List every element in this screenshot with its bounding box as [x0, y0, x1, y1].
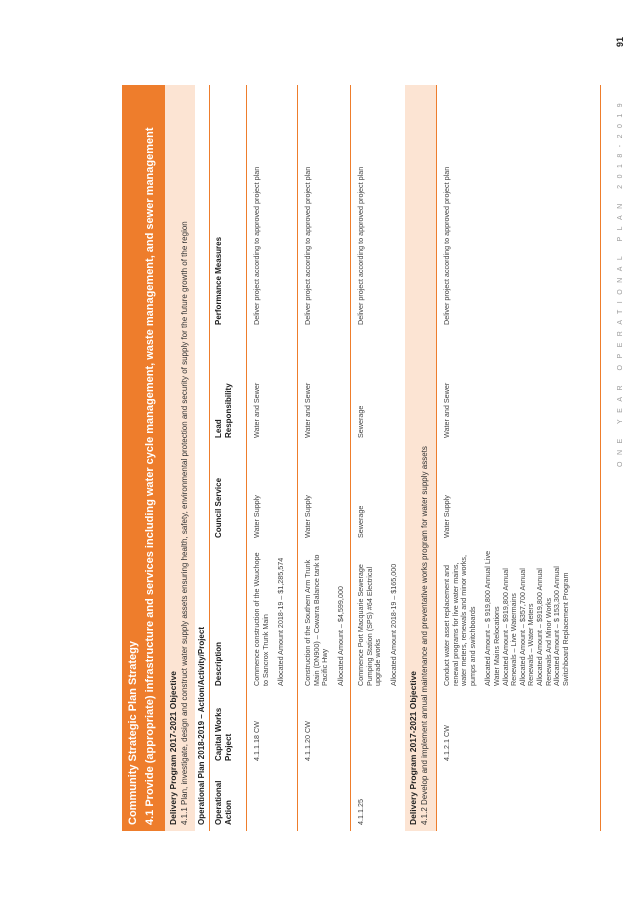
row-allocated-amount: Allocated Amount – $4,599,000	[335, 586, 345, 686]
allocated-item: Allocated Amount – $919,800 Annual Renewals – Live Watermains	[500, 568, 519, 686]
allocated-item: Allocated Amount – $919,800 Annual Renewals And Minor Works	[534, 568, 553, 686]
objective-2-text: 4.1.2 Develop and implement annual maintenance and preventative works program for water supply assets	[420, 446, 429, 825]
row-measures: Deliver project according to approved project plan	[442, 166, 451, 325]
objective-2-title: Delivery Program 2017-2021 Objective	[408, 670, 418, 825]
banner-strategy: 4.1 Provide (appropriate) infrastructure and services including water cycle management, waste management, and sewer management	[144, 127, 156, 825]
allocated-item: Allocated Amount – $ 153,300 Annual Switchboard Replacement Program	[552, 566, 570, 686]
col-lead: Lead Responsibility	[214, 383, 233, 438]
col-description: Description	[214, 641, 223, 686]
table-row	[297, 85, 351, 831]
row-capital: 4.1.1.18 CW	[252, 721, 261, 761]
column-headers	[209, 85, 247, 831]
row-description-text: Commence construction of the Wauchope to Sancrox Trunk Main	[252, 552, 270, 686]
row-description	[357, 546, 398, 686]
row-capital: 4.1.2.1 CW	[442, 725, 451, 761]
footer-title: ONE YEAR OPERATIONAL PLAN 2018-2019	[617, 96, 624, 467]
row-description-text: Construction of the Southern Arm Trunk Main (DN900) – Cowarra Balance tank to Pacific Hwy	[303, 554, 330, 686]
banner-title: Community Strategic Plan Strategy	[127, 641, 139, 825]
row-lead: Water and Sewer	[252, 382, 261, 438]
page-number: 91	[615, 36, 625, 47]
allocated-item: Allocated Amount – $357,700 Annual Renewals – Water Meters	[517, 568, 536, 686]
row-description-text: Commence Port Macquarie Sewerage Pumping Station (SPS) #64 Electrical upgrade works	[356, 564, 383, 686]
objective-1-text: 4.1.1 Plan, investigate, design and construct water supply assets ensuring health, safety, environmental protection and security of supply for the future growth of the region	[180, 221, 189, 825]
strategy-banner	[122, 85, 165, 831]
col-measures: Performance Measures	[214, 236, 223, 325]
table-row	[436, 85, 601, 831]
row-lead: Water and Sewer	[303, 382, 312, 438]
row-measures: Deliver project according to approved project plan	[356, 166, 365, 325]
row-measures: Deliver project according to approved project plan	[252, 166, 261, 325]
table-row	[350, 85, 406, 831]
row-allocated-amount: Allocated Amount 2018-19 – $1,285,574	[276, 557, 286, 686]
row-measures: Deliver project according to approved project plan	[303, 166, 312, 325]
row-description	[443, 544, 570, 686]
row-action: 4.1.1.25	[356, 799, 365, 825]
row-description	[304, 546, 345, 686]
row-service: Sewerage	[356, 505, 365, 538]
col-capital: Capital Works Project	[214, 707, 233, 761]
objective-2	[405, 85, 436, 831]
objective-1-title: Delivery Program 2017-2021 Objective	[168, 670, 178, 825]
objective-1	[165, 85, 195, 831]
col-action: Operational Action	[214, 780, 233, 825]
row-service: Water Supply	[303, 495, 312, 538]
table-row	[246, 85, 298, 831]
row-lead: Water and Sewer	[442, 382, 451, 438]
allocated-item: Allocated Amount – $ 919,800 Annual Live Water Mains Relocations	[483, 550, 501, 686]
col-service: Council Service	[214, 477, 223, 538]
row-service: Water Supply	[252, 495, 261, 538]
row-lead: Sewerage	[356, 405, 365, 438]
row-service: Water Supply	[442, 495, 451, 538]
operational-plan-heading: Operational Plan 2018-2019 – Action/Activity/Project	[197, 627, 206, 825]
row-description	[253, 546, 286, 686]
row-description-text: Conduct water asset replacement and renewal programs for live water mains, water meters, renewals and minor works, pumps and switchboards	[442, 554, 477, 686]
row-capital: 4.1.1.20 CW	[303, 721, 312, 761]
row-allocated-amount: Allocated Amount 2018-19 – $165,000	[388, 563, 398, 686]
table-bottom-rule	[600, 85, 601, 831]
